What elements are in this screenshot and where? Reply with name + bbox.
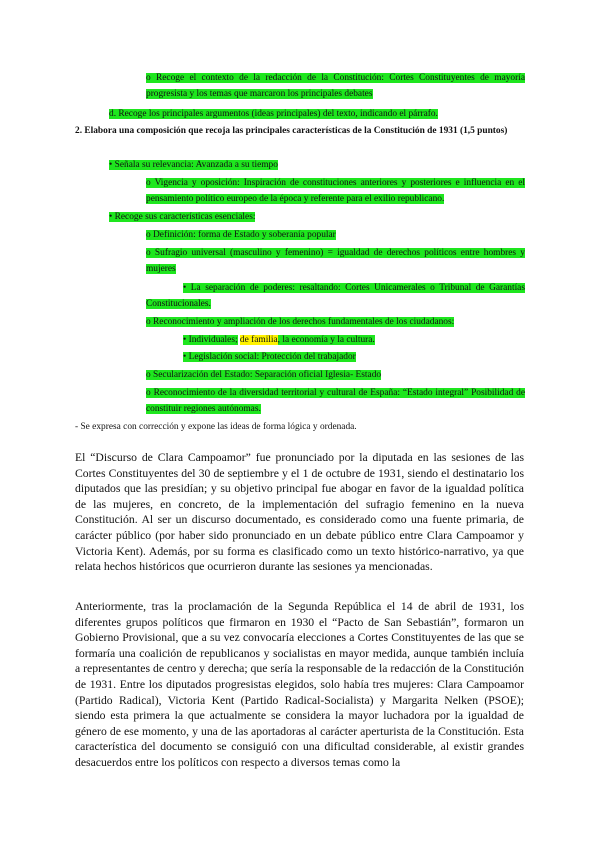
yellow-highlighted-text: de familia	[239, 335, 278, 345]
rubric-territorial	[146, 385, 525, 417]
rubric-social	[183, 349, 525, 365]
body-paragraph-1: El “Discurso de Clara Campoamor” fue pronunciado por la diputada en las sesiones de las Cortes Constituyentes del 30 de septiembre y el 1 de octubre de 1931, siendo el destinatario los diputados que las presidían; y su objetivo principal fue abogar en favor de la igualdad política de las mujeres, en concreto, de la implementación del sufragio femenino en la nueva Constitución. Al ser un discurso documentado, es considerado como una fuente primaria, de carácter público (por haber sido pronunciado en un debate público entre Clara Campoamor y Victoria Kent). Además, por su forma es clasificado como un texto histórico-narrativo, ya que relata hechos históricos que ocurrieron durante las sesiones ya mencionadas.	[75, 451, 524, 574]
highlighted-text: • Individuales;	[183, 335, 238, 345]
highlighted-text: o Definición: forma de Estado y soberanía popular	[146, 230, 336, 240]
highlighted-text: • La separación de poderes: resaltando: Cortes Unicamerales o Tribunal de Garantías Constitucionales.	[146, 283, 525, 309]
rubric-features	[109, 209, 525, 225]
body-paragraph-2: Anteriormente, tras la proclamación de la Segunda República el 14 de abril de 1931, los diferentes grupos políticos que firmaron en 1930 el “Pacto de San Sebastián”, formaron un Gobierno Provisional, que a su vez convocaría elecciones a Cortes Constituyentes de las que se formaría una coalición de republicanos y socialistas en mayor medida, aunque también incluía a representantes de centro y derecha; que sería la responsable de la redacción de la Constitución de 1931. Entre los diputados progresistas elegidos, solo había tres mujeres: Clara Campoamor (Partido Radical), Victoria Kent (Partido Radical-Socialista) y Margarita Nelken (PSOE); siendo esta primera la que actualmente se considera la mayor luchadora por la igualdad de género de ese momento, y una de las aportadoras al carácter aperturista de la Constitución. Esta característica del documento se consiguió con una dificultad considerable, al existir grandes desacuerdos entre los políticos con respecto a diversos temas como la	[75, 600, 524, 769]
rubric-expression: - Se expresa con corrección y expone las ideas de forma lógica y ordenada.	[75, 422, 357, 432]
highlighted-text: , la economía y la cultura.	[277, 335, 375, 345]
highlighted-text: • Señala su relevancia: Avanzada a su tiempo	[109, 160, 278, 170]
section-heading: 2. Elabora una composición que recoja las principales características de la Constitución de 1931 (1,5 puntos)	[75, 126, 508, 136]
highlighted-text: o Vigencia y oposición: Inspiración de constituciones anteriores y posteriores e influencia en el pensamiento político europeo de la época y referente para el exilio republicano.	[146, 178, 525, 204]
highlighted-text: o Recoge el contexto de la redacción de la Constitución: Cortes Constituyentes de mayoría progresista y los temas que marcaron los principales debates	[146, 73, 525, 99]
rubric-suffrage	[146, 245, 525, 277]
rubric-item-d	[109, 106, 525, 122]
rubric-secular	[146, 367, 525, 383]
rubric-individual-rights	[183, 332, 525, 348]
rubric-item-context	[146, 70, 525, 102]
rubric-definition	[146, 227, 525, 243]
rubric-rights	[146, 314, 525, 330]
highlighted-text: d. Recoge los principales argumentos (ideas principales) del texto, indicando el párrafo.	[109, 109, 438, 119]
highlighted-text: o Reconocimiento de la diversidad territorial y cultural de España: “Estado integral” Posibilidad de constituir regiones autónomas.	[146, 388, 525, 414]
rubric-separation	[146, 280, 525, 312]
highlighted-text: • Recoge sus características esenciales:	[109, 212, 256, 222]
highlighted-text: o Secularización del Estado: Separación oficial Iglesia- Estado	[146, 370, 382, 380]
highlighted-text: o Reconocimiento y ampliación de los derechos fundamentales de los ciudadanos:	[146, 317, 455, 327]
highlighted-text: • Legislación social: Protección del trabajador	[183, 352, 356, 362]
rubric-vigencia	[146, 175, 525, 207]
rubric-relevance	[109, 157, 525, 173]
highlighted-text: o Sufragio universal (masculino y femenino) = igualdad de derechos políticos entre hombres y mujeres	[146, 248, 525, 274]
